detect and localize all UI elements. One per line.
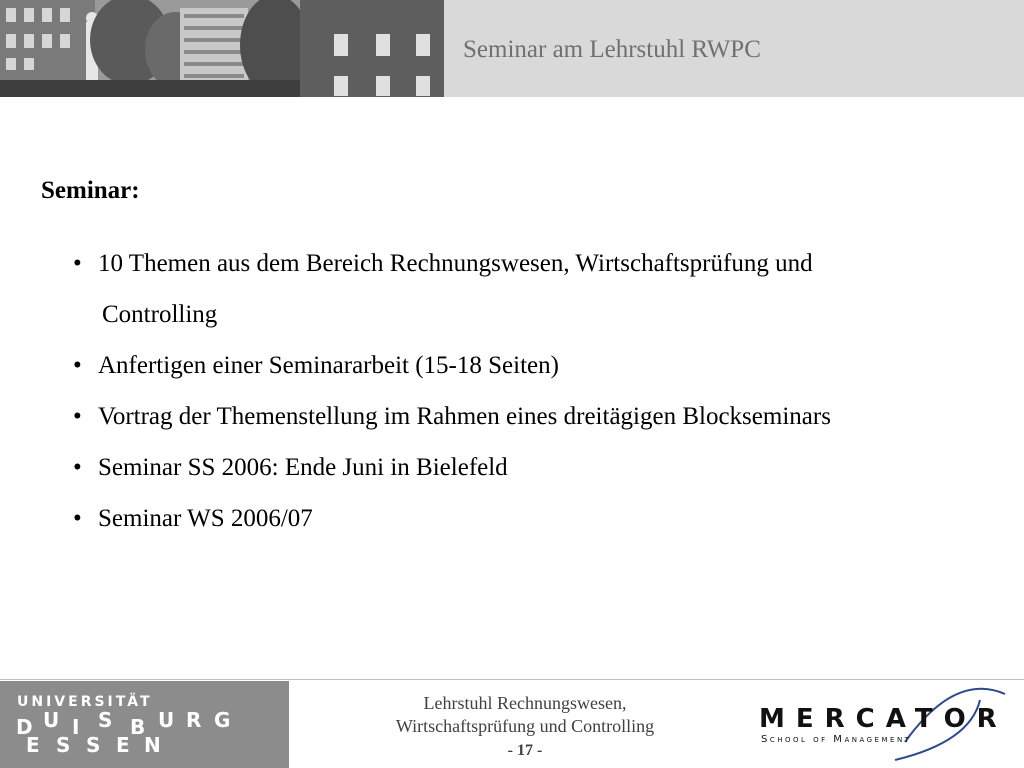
bullet-item bbox=[73, 340, 973, 391]
uni-logo-label: UNIVERSITÄT bbox=[17, 694, 153, 710]
bullet-item bbox=[73, 238, 973, 340]
bullet-item bbox=[73, 442, 973, 493]
bullet-text: 10 Themen aus dem Bereich Rechnungswesen, Wirtschaftsprüfung und bbox=[98, 250, 813, 277]
uni-logo-letter: D bbox=[16, 715, 33, 739]
bullet-text: Vortrag der Themenstellung im Rahmen eines dreitägigen Blockseminars bbox=[98, 403, 831, 430]
uni-duisburg-essen-logo bbox=[0, 681, 289, 768]
bullet-dot: • bbox=[73, 403, 82, 430]
bullet-dot: • bbox=[73, 250, 82, 277]
uni-logo-letter: U bbox=[43, 708, 60, 732]
bullet-dot: • bbox=[73, 352, 82, 379]
uni-logo-letter: S bbox=[56, 733, 71, 757]
uni-logo-letter: E bbox=[116, 733, 130, 757]
mercator-subtitle: School of Management bbox=[761, 734, 912, 745]
footer-department-line2: Wirtschaftsprüfung und Controlling bbox=[395, 716, 655, 736]
uni-logo-letter: G bbox=[214, 708, 231, 732]
bullet-text: Seminar WS 2006/07 bbox=[98, 505, 313, 532]
footer-department bbox=[365, 692, 685, 738]
bullet-item bbox=[73, 391, 973, 442]
footer-department-line1: Lehrstuhl Rechnungswesen, bbox=[423, 693, 627, 713]
uni-logo-letter: I bbox=[72, 715, 80, 739]
mercator-logo bbox=[755, 682, 1015, 766]
bullet-item bbox=[73, 493, 973, 544]
bullet-dot: • bbox=[73, 505, 82, 532]
footer-divider bbox=[0, 679, 1024, 680]
building-photo-illustration bbox=[0, 0, 444, 97]
uni-logo-letter: N bbox=[144, 733, 161, 757]
uni-logo-letter: U bbox=[158, 708, 175, 732]
mercator-name: MERCATOR bbox=[759, 704, 1008, 734]
slide-header bbox=[0, 0, 1024, 97]
building-photo bbox=[0, 0, 444, 97]
uni-logo-letter: B bbox=[130, 715, 146, 739]
uni-logo-letter: R bbox=[186, 708, 202, 732]
page-number: - 17 - bbox=[507, 742, 543, 759]
bullet-list bbox=[73, 238, 973, 544]
uni-logo-letter: S bbox=[98, 708, 113, 732]
mercator-logo-graphic bbox=[755, 682, 1015, 766]
uni-logo-letter: S bbox=[86, 733, 101, 757]
section-heading: Seminar: bbox=[41, 177, 140, 204]
bullet-text-continuation: Controlling bbox=[102, 301, 218, 328]
bullet-text: Seminar SS 2006: Ende Juni in Bielefeld bbox=[98, 454, 508, 481]
bullet-dot: • bbox=[73, 454, 82, 481]
uni-logo-letter: E bbox=[26, 733, 40, 757]
header-title: Seminar am Lehrstuhl RWPC bbox=[463, 36, 761, 63]
bullet-text: Anfertigen einer Seminararbeit (15-18 Seiten) bbox=[98, 352, 559, 379]
